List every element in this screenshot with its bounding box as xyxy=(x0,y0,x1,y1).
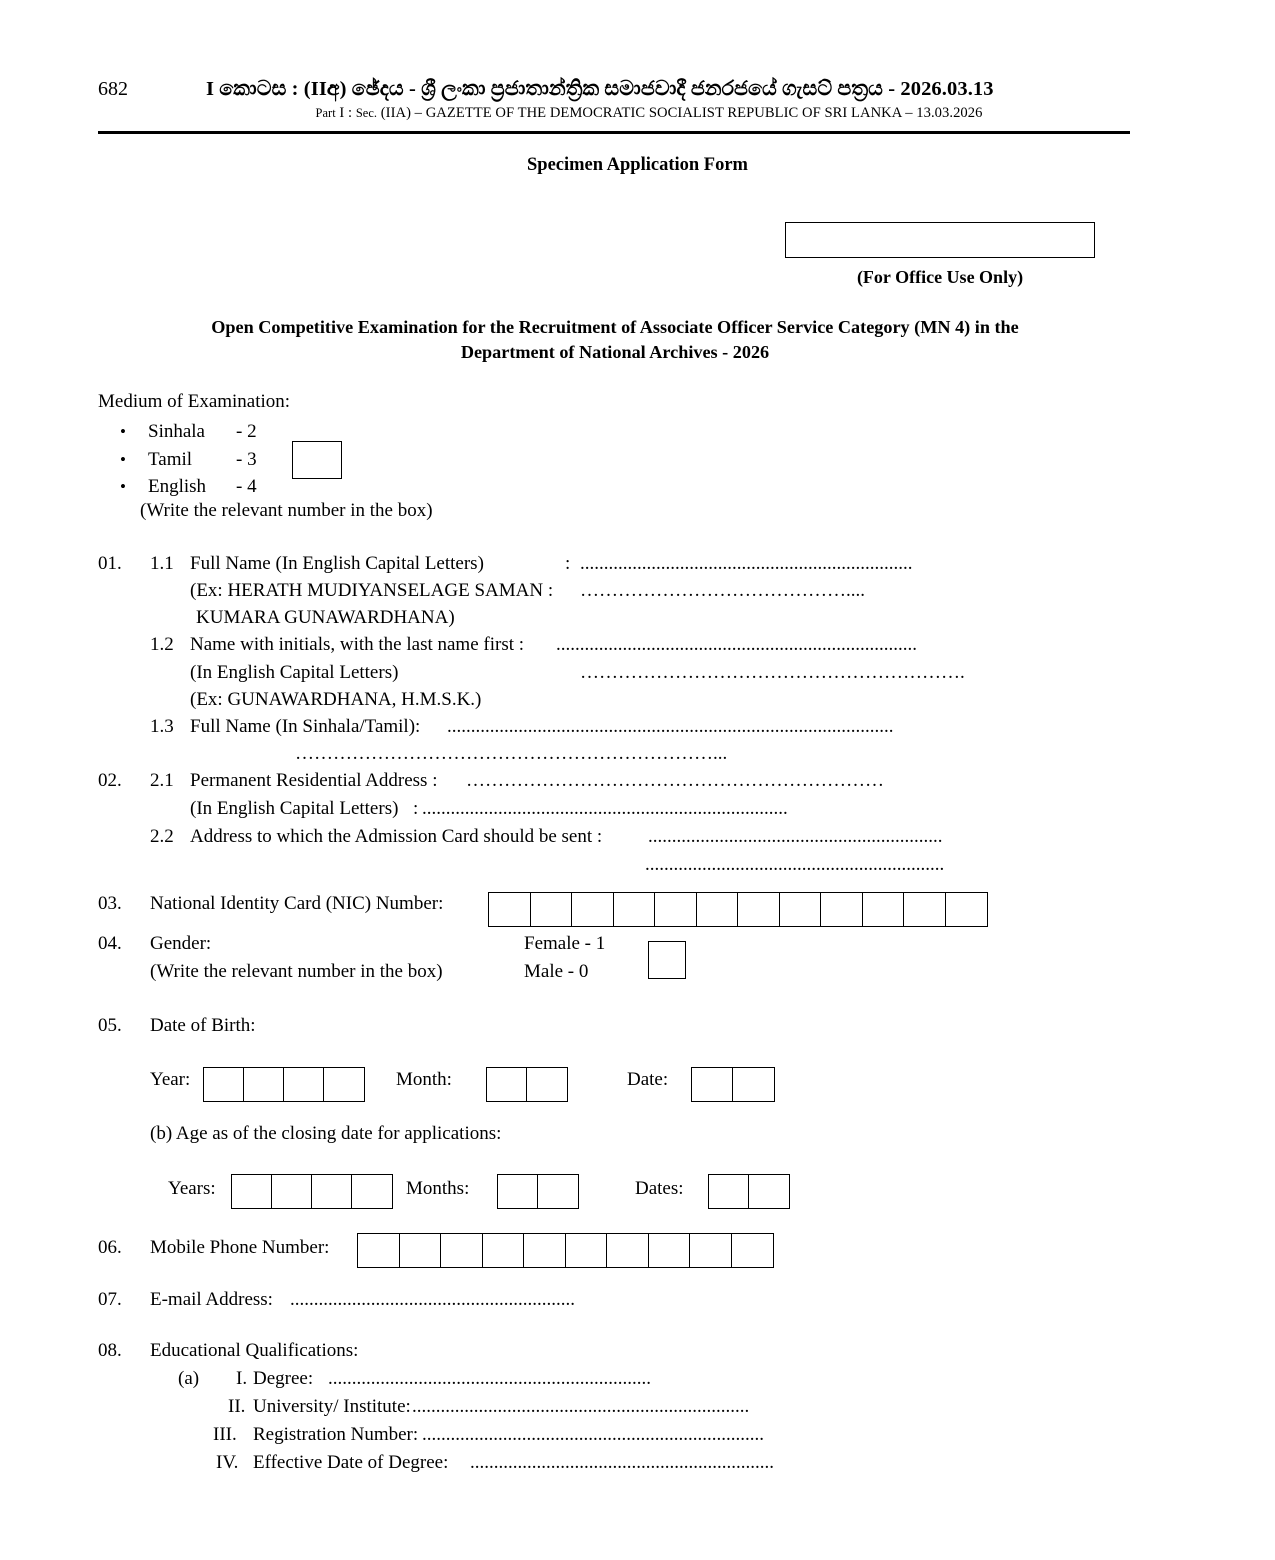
medium-option-sinhala xyxy=(120,418,257,446)
header-part-label: Part xyxy=(315,106,336,120)
character-box[interactable] xyxy=(352,1175,392,1208)
character-box[interactable] xyxy=(863,893,905,926)
specimen-form-title: Specimen Application Form xyxy=(527,155,748,175)
medium-option-code: - 2 xyxy=(236,421,257,442)
medium-option-label: Tamil xyxy=(148,448,193,470)
dotted-line-effective-date[interactable]: ................................................................ xyxy=(470,1452,774,1473)
page-number: 682 xyxy=(98,78,128,100)
label-date-of-birth: Date of Birth: xyxy=(150,1015,256,1036)
dotted-line-email[interactable]: ............................................................ xyxy=(290,1289,575,1310)
header-line-sinhala-row xyxy=(98,78,1130,101)
education-numeral-ii: II. xyxy=(228,1396,246,1417)
dotted-line-full-name-sinhala-2[interactable]: …………………………………………………………... xyxy=(295,743,728,764)
item-number-06: 06. xyxy=(98,1237,122,1258)
character-box[interactable] xyxy=(524,1234,566,1267)
label-2-1-number: 2.1 xyxy=(150,770,174,791)
age-months-input-boxes[interactable] xyxy=(497,1174,579,1209)
header-part-roman: I : xyxy=(335,105,356,121)
character-box[interactable] xyxy=(232,1175,272,1208)
sublabel-english-capital-1-2: (In English Capital Letters) xyxy=(190,662,399,683)
medium-option-tamil xyxy=(120,446,257,474)
colon-1-1: : xyxy=(565,553,571,574)
dotted-line-permanent-address-2[interactable]: ............................................................................. xyxy=(422,798,788,819)
character-box[interactable] xyxy=(904,893,946,926)
character-box[interactable] xyxy=(692,1068,733,1101)
example-full-name-line2: KUMARA GUNAWARDHANA) xyxy=(196,607,455,628)
label-registration-number: Registration Number: xyxy=(253,1424,419,1445)
examination-title-line2: Department of National Archives - 2026 xyxy=(460,341,770,362)
item-number-02: 02. xyxy=(98,770,122,791)
dotted-line-university[interactable]: ....................................................................... xyxy=(412,1396,750,1417)
label-1-2-number: 1.2 xyxy=(150,634,174,655)
character-box[interactable] xyxy=(649,1234,691,1267)
label-age-years: Years: xyxy=(168,1178,216,1199)
character-box[interactable] xyxy=(709,1175,749,1208)
dotted-line-full-name[interactable]: ...................................................................... xyxy=(580,553,913,574)
office-use-label: (For Office Use Only) xyxy=(856,267,1024,287)
item-number-03: 03. xyxy=(98,893,122,914)
medium-option-code: - 4 xyxy=(236,476,257,497)
character-box[interactable] xyxy=(614,893,656,926)
character-box[interactable] xyxy=(749,1175,789,1208)
item-number-01: 01. xyxy=(98,553,122,574)
character-box[interactable] xyxy=(284,1068,324,1101)
education-group-a-label: (a) xyxy=(178,1368,200,1389)
bullet-icon: • xyxy=(120,449,126,469)
age-years-input-boxes[interactable] xyxy=(231,1174,393,1209)
label-permanent-address: Permanent Residential Address : xyxy=(190,770,438,791)
label-university-institute: University/ Institute: xyxy=(253,1396,411,1417)
label-dob-month: Month: xyxy=(396,1069,452,1090)
dotted-line-example-1[interactable]: …………………………………….... xyxy=(580,580,865,601)
label-age-closing-date: (b) Age as of the closing date for applications: xyxy=(150,1123,502,1144)
character-box[interactable] xyxy=(738,893,780,926)
character-box[interactable] xyxy=(483,1234,525,1267)
item-number-04: 04. xyxy=(98,933,122,954)
item-number-05: 05. xyxy=(98,1015,122,1036)
character-box[interactable] xyxy=(400,1234,442,1267)
examination-title-line1: Open Competitive Examination for the Recruitment of Associate Officer Service Category (MN 4) in the xyxy=(211,317,1019,337)
character-box[interactable] xyxy=(358,1234,400,1267)
dob-year-input-boxes[interactable] xyxy=(203,1067,365,1102)
label-dob-date: Date: xyxy=(627,1069,669,1090)
label-degree: Degree: xyxy=(253,1368,314,1389)
character-box[interactable] xyxy=(489,893,531,926)
character-box[interactable] xyxy=(487,1068,527,1101)
medium-option-label: Sinhala xyxy=(148,421,205,442)
education-numeral-iii: III. xyxy=(213,1424,237,1445)
colon-2-1: : xyxy=(413,798,419,819)
label-dob-year: Year: xyxy=(150,1069,191,1090)
examination-title xyxy=(140,315,1090,364)
character-box[interactable] xyxy=(780,893,822,926)
sublabel-english-capital-2-1: (In English Capital Letters) xyxy=(190,798,399,819)
header-english-text xyxy=(98,105,1130,122)
dob-month-input-boxes[interactable] xyxy=(486,1067,568,1102)
example-name-initials: (Ex: GUNAWARDHANA, H.M.S.K.) xyxy=(190,689,482,710)
dotted-line-degree[interactable]: .................................................................... xyxy=(328,1368,651,1389)
label-educational-qualifications: Educational Qualifications: xyxy=(150,1340,359,1361)
gender-input-box[interactable] xyxy=(648,941,686,979)
character-box[interactable] xyxy=(312,1175,352,1208)
character-box[interactable] xyxy=(732,1234,774,1267)
label-full-name-sinhala-tamil: Full Name (In Sinhala/Tamil): xyxy=(190,716,421,737)
label-2-2-number: 2.2 xyxy=(150,826,174,847)
character-box[interactable] xyxy=(607,1234,649,1267)
character-box[interactable] xyxy=(324,1068,364,1101)
dotted-line-name-initials-2[interactable]: ……………………………………………………. xyxy=(580,662,965,683)
label-full-name-english: Full Name (In English Capital Letters) xyxy=(190,553,484,574)
character-box[interactable] xyxy=(244,1068,284,1101)
character-box[interactable] xyxy=(566,1234,608,1267)
label-1-3-number: 1.3 xyxy=(150,716,174,737)
bullet-icon: • xyxy=(120,422,126,441)
character-box[interactable] xyxy=(272,1175,312,1208)
character-box[interactable] xyxy=(498,1175,538,1208)
label-mobile-phone: Mobile Phone Number: xyxy=(150,1237,330,1258)
label-gender: Gender: xyxy=(150,933,212,954)
medium-option-label: English xyxy=(148,476,207,497)
dotted-line-admission-address[interactable]: .............................................................. xyxy=(648,826,943,847)
medium-of-examination-list xyxy=(120,418,257,501)
dotted-line-full-name-sinhala[interactable]: .............................................................................................. xyxy=(447,716,894,737)
character-box[interactable] xyxy=(821,893,863,926)
item-number-08: 08. xyxy=(98,1340,122,1361)
medium-option-english xyxy=(120,473,257,501)
label-admission-card-address: Address to which the Admission Card should be sent : xyxy=(190,826,603,847)
age-dates-input-boxes[interactable] xyxy=(708,1174,790,1209)
gender-option-female: Female - 1 xyxy=(524,933,606,954)
character-box[interactable] xyxy=(946,893,988,926)
dotted-line-admission-address-2[interactable]: ............................................................... xyxy=(645,854,945,875)
mobile-phone-input-boxes[interactable] xyxy=(357,1233,774,1268)
medium-of-examination-note: (Write the relevant number in the box) xyxy=(140,500,433,521)
character-box[interactable] xyxy=(733,1068,774,1101)
header-divider-rule xyxy=(98,131,1130,134)
character-box[interactable] xyxy=(527,1068,567,1101)
label-email-address: E-mail Address: xyxy=(150,1289,273,1310)
label-nic-number: National Identity Card (NIC) Number: xyxy=(150,893,444,914)
medium-of-examination-heading: Medium of Examination: xyxy=(98,391,291,412)
header-sinhala-text: I කොටස : (IIඅ) ඡේදය - ශ්‍රී ලංකා ප්‍රජාතාන්ත්‍රික සමාජවාදී ජනරජයේ ගැසට් පත්‍රය - 2026.03.13 xyxy=(206,78,994,100)
character-box[interactable] xyxy=(697,893,739,926)
label-name-with-initials: Name with initials, with the last name first : xyxy=(190,634,525,655)
dotted-line-name-initials[interactable]: ............................................................................ xyxy=(556,634,917,655)
character-box[interactable] xyxy=(655,893,697,926)
example-full-name-line1: (Ex: HERATH MUDIYANSELAGE SAMAN : xyxy=(190,580,554,601)
label-effective-date-degree: Effective Date of Degree: xyxy=(253,1452,449,1473)
header-sec-label: Sec. xyxy=(355,106,378,120)
education-numeral-i: I. xyxy=(236,1368,248,1389)
character-box[interactable] xyxy=(441,1234,483,1267)
dotted-line-registration[interactable]: ........................................................................ xyxy=(422,1424,764,1445)
bullet-icon: • xyxy=(120,477,126,496)
character-box[interactable] xyxy=(531,893,573,926)
label-age-dates: Dates: xyxy=(635,1178,684,1199)
gender-option-male: Male - 0 xyxy=(524,961,589,982)
header-english-rest: (IIA) – GAZETTE OF THE DEMOCRATIC SOCIALIST REPUBLIC OF SRI LANKA – 13.03.2026 xyxy=(377,105,983,121)
character-box[interactable] xyxy=(690,1234,732,1267)
character-box[interactable] xyxy=(538,1175,578,1208)
page-header xyxy=(98,78,1130,122)
label-age-months: Months: xyxy=(406,1178,470,1199)
dob-date-input-boxes[interactable] xyxy=(691,1067,775,1102)
item-number-07: 07. xyxy=(98,1289,122,1310)
gender-note: (Write the relevant number in the box) xyxy=(150,961,443,982)
medium-of-examination-input-box[interactable] xyxy=(292,441,342,479)
character-box[interactable] xyxy=(572,893,614,926)
medium-option-code: - 3 xyxy=(236,448,257,470)
office-use-box[interactable] xyxy=(785,222,1095,258)
dotted-line-permanent-address[interactable]: ………………………………………………………… xyxy=(466,770,884,791)
education-numeral-iv: IV. xyxy=(216,1452,239,1473)
nic-number-input-boxes[interactable] xyxy=(488,892,988,927)
character-box[interactable] xyxy=(204,1068,244,1101)
label-1-1-number: 1.1 xyxy=(150,553,174,574)
